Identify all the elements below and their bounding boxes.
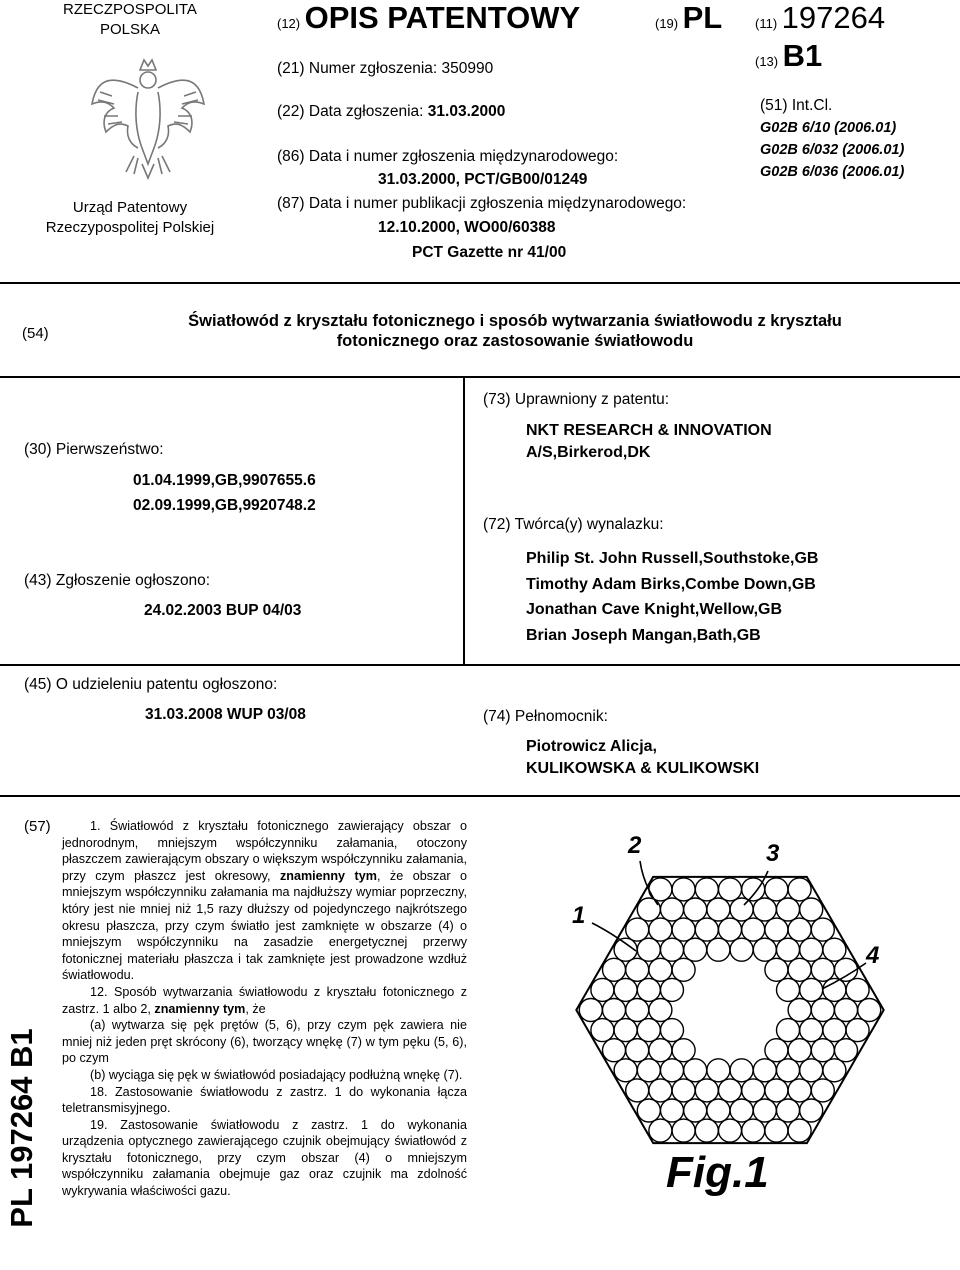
- office-name: Urząd Patentowy Rzeczypospolitej Polskiej: [45, 199, 215, 236]
- claim-1: 1. Światłowód z kryształu fotonicznego zawierający obszar o jednorodnym, mniejszym współczynniku załamania, otoczony płaszczem zawierającym obszary o większym współczynniku załamania, przy czym płaszcz jest okresowy, znamienny tym, że obszar o mniejszym współczynniku załamania ma najdłuższy wymiar poprzeczny, który jest nie mniej niż 1,5 razy dłuższy od pojedynczego najkrótszego okresu płaszcza, przy czym światło jest zamknięte w obszarze (4) o mniejszym współczynniku na zasadzie energetycznej przerwy fotonicznej materiału płaszcza i tak zamknięte jest prowadzone wzdłuż światłowodu.: [62, 819, 468, 983]
- figure-label-1: 1: [572, 902, 586, 929]
- capillary-tube: [684, 938, 707, 961]
- figure-label-2: 2: [628, 832, 642, 859]
- capillary-tube: [742, 918, 765, 941]
- capillary-tube: [719, 1079, 742, 1102]
- cladding-outline: [576, 877, 883, 1143]
- capillary-tube: [811, 1079, 834, 1102]
- intcl-list: [760, 117, 904, 183]
- capillary-tube: [719, 918, 742, 941]
- figure-label-3: 3: [766, 840, 780, 867]
- capillary-tube: [788, 878, 811, 901]
- intl-application-label: (86) Data i numer zgłoszenia międzynarodowego:: [277, 148, 619, 165]
- capillary-tube: [823, 1019, 846, 1042]
- claims: [62, 818, 467, 1200]
- capillary-tube: [788, 1119, 811, 1142]
- capillary-tube: [672, 1079, 695, 1102]
- column-divider: [463, 376, 465, 665]
- capillary-tube: [637, 1019, 660, 1042]
- capillary-tube: [614, 1059, 637, 1082]
- capillary-tube: [800, 1059, 823, 1082]
- capillary-tube: [614, 1019, 637, 1042]
- capillary-tube: [626, 918, 649, 941]
- capillary-tube: [661, 938, 684, 961]
- grant-label: (45) O udzieleniu patentu ogłoszono:: [24, 676, 278, 693]
- title-code: (54): [22, 325, 49, 342]
- intl-publication-value: 12.10.2000, WO00/60388: [378, 219, 556, 236]
- inventor-item: Philip St. John Russell,Southstoke,GB: [526, 550, 819, 567]
- figure-caption: Fig.1: [666, 1148, 769, 1197]
- capillary-tube: [765, 878, 788, 901]
- figure-label-4: 4: [866, 942, 880, 969]
- capillary-tube: [661, 1019, 684, 1042]
- inventor-item: Brian Joseph Mangan,Bath,GB: [526, 626, 761, 644]
- capillary-tube: [626, 958, 649, 981]
- capillary-tube: [811, 1039, 834, 1062]
- divider: [0, 282, 960, 284]
- capillary-tube: [695, 1119, 718, 1142]
- attorney: Piotrowicz Alicja, KULIKOWSKA & KULIKOWSKI: [526, 738, 760, 777]
- capillary-tube: [777, 1019, 800, 1042]
- capillary-tube: [661, 978, 684, 1001]
- capillary-tube: [579, 999, 602, 1022]
- intcl-label: (51) Int.Cl.: [760, 97, 833, 114]
- application-number: (21) Numer zgłoszenia: 350990: [277, 60, 494, 77]
- side-label: PL 197264 B1: [4, 1028, 39, 1228]
- capillary-tube: [684, 898, 707, 921]
- capillary-tube: [788, 918, 811, 941]
- capillary-tube: [730, 938, 753, 961]
- capillary-tube: [765, 1039, 788, 1062]
- kind-code: (13) B1: [755, 38, 823, 73]
- capillary-tube: [730, 898, 753, 921]
- attorney-label: (74) Pełnomocnik:: [483, 708, 608, 725]
- invention-title: Światłowód z kryształu fotonicznego i sposób wytwarzania światłowodu z kryształu fotonicznego oraz zastosowanie światłowodu: [188, 312, 842, 350]
- capillary-tube: [742, 878, 765, 901]
- capillary-tube: [603, 1039, 626, 1062]
- grant-value: 31.03.2008 WUP 03/08: [145, 706, 306, 723]
- capillary-tube: [649, 918, 672, 941]
- capillary-tube: [603, 999, 626, 1022]
- capillary-tube: [637, 978, 660, 1001]
- capillary-tube: [777, 938, 800, 961]
- claim-18: 18. Zastosowanie światłowodu z zastrz. 1 do wykonania łącza teletransmisyjnego.: [62, 1084, 467, 1116]
- capillary-tube: [695, 918, 718, 941]
- country-code: (19) PL: [655, 0, 723, 35]
- capillary-tube: [637, 1099, 660, 1122]
- divider: [0, 376, 960, 378]
- capillary-tube: [661, 898, 684, 921]
- intl-application-value: 31.03.2000, PCT/GB00/01249: [378, 171, 588, 188]
- capillary-tube: [695, 1079, 718, 1102]
- capillary-tube: [649, 1039, 672, 1062]
- capillary-tube: [765, 918, 788, 941]
- capillary-tube: [719, 1119, 742, 1142]
- divider: [0, 795, 960, 797]
- capillary-tube: [719, 878, 742, 901]
- capillary-tube: [858, 999, 881, 1022]
- doc-type: (12) OPIS PATENTOWY: [277, 0, 581, 35]
- capillary-tube: [753, 1099, 776, 1122]
- abstract-code: (57): [24, 818, 51, 835]
- claim-12-step-b: (b) wyciąga się pęk w światłowód posiadający podłużną wnękę (7).: [90, 1067, 463, 1082]
- capillary-tube: [672, 878, 695, 901]
- filing-date: (22) Data zgłoszenia: 31.03.2000: [277, 103, 506, 120]
- capillary-tube: [777, 978, 800, 1001]
- capillary-tube: [707, 938, 730, 961]
- priority-item: 02.09.1999,GB,9920748.2: [133, 497, 316, 514]
- capillary-tube: [811, 999, 834, 1022]
- inventor-item: Timothy Adam Birks,Combe Down,GB: [526, 575, 816, 593]
- priority-item: 01.04.1999,GB,9907655.6: [133, 472, 316, 489]
- capillary-tube: [835, 958, 858, 981]
- capillary-tube: [637, 1059, 660, 1082]
- capillary-tube: [800, 1019, 823, 1042]
- capillary-tube: [637, 938, 660, 961]
- capillary-tube: [788, 1079, 811, 1102]
- capillary-tube: [707, 1059, 730, 1082]
- capillary-tube: [800, 978, 823, 1001]
- capillary-tube: [777, 898, 800, 921]
- capillary-tube: [823, 1059, 846, 1082]
- capillary-tube: [765, 958, 788, 981]
- fiber-cross-section-figure: [540, 815, 950, 1205]
- polish-eagle-emblem: [88, 52, 208, 180]
- capillary-tube: [742, 1079, 765, 1102]
- capillary-tube: [765, 1119, 788, 1142]
- capillary-tube: [637, 898, 660, 921]
- capillary-tube: [846, 1019, 869, 1042]
- capillary-tube: [753, 1059, 776, 1082]
- capillary-tube: [695, 878, 718, 901]
- capillary-tube: [661, 1059, 684, 1082]
- capillary-tube: [707, 898, 730, 921]
- capillary-tube: [788, 999, 811, 1022]
- capillary-tube: [626, 1079, 649, 1102]
- capillary-tube: [730, 1099, 753, 1122]
- intcl-item: G02B 6/10 (2006.01): [760, 120, 897, 136]
- published-label: (43) Zgłoszenie ogłoszono:: [24, 572, 211, 589]
- capillary-tube: [672, 918, 695, 941]
- capillary-tube: [591, 1019, 614, 1042]
- capillary-tube: [835, 1039, 858, 1062]
- capillary-tube: [649, 958, 672, 981]
- inventor-item: Jonathan Cave Knight,Wellow,GB: [526, 601, 783, 618]
- capillary-tube: [811, 918, 834, 941]
- claim-12: 12. Sposób wytwarzania światłowodu z kryształu fotonicznego z zastrz. 1 albo 2, znamienny tym, że: [62, 984, 467, 1016]
- capillary-tube: [800, 898, 823, 921]
- capillary-tube: [684, 1059, 707, 1082]
- capillary-tube: [672, 1039, 695, 1062]
- capillary-tube: [626, 999, 649, 1022]
- capillary-tube: [788, 1039, 811, 1062]
- inventors: [526, 546, 818, 648]
- capillary-tube: [730, 1059, 753, 1082]
- intl-publication-label: (87) Data i numer publikacji zgłoszenia międzynarodowego:: [277, 195, 687, 212]
- capillary-tube: [753, 938, 776, 961]
- capillary-tube: [672, 1119, 695, 1142]
- claim-19: 19. Zastosowanie światłowodu z zastrz. 1 do wykonania urządzenia optycznego zawierającego czujnik obejmujący światłowód z kryształu fotonicznego, przy czym obszar (4) o mniejszym współczynniku załamania obejmuje gaz oraz czujnik ma zdolność wykrywania właściwości gazu.: [62, 1117, 467, 1199]
- divider: [0, 664, 960, 666]
- intcl-item: G02B 6/036 (2006.01): [760, 164, 905, 180]
- capillary-tube: [800, 938, 823, 961]
- capillary-tube: [777, 1059, 800, 1082]
- capillary-tube: [835, 999, 858, 1022]
- capillary-tube: [649, 1079, 672, 1102]
- intcl-item: G02B 6/032 (2006.01): [760, 142, 905, 158]
- capillary-tube: [846, 978, 869, 1001]
- capillary-tube: [614, 978, 637, 1001]
- capillary-tube: [626, 1039, 649, 1062]
- capillary-tube: [788, 958, 811, 981]
- pct-gazette: PCT Gazette nr 41/00: [412, 244, 567, 261]
- capillary-tube: [753, 898, 776, 921]
- capillary-tube: [777, 1099, 800, 1122]
- capillary-tube: [603, 958, 626, 981]
- published-value: 24.02.2003 BUP 04/03: [144, 602, 302, 619]
- inventors-label: (72) Twórca(y) wynalazku:: [483, 516, 664, 533]
- proprietor: NKT RESEARCH & INNOVATION A/S,Birkerod,DK: [526, 422, 772, 461]
- claim-12-step-a: (a) wytwarza się pęk prętów (5, 6), przy czym pęk zawiera nie mniej niż jeden pręt skrócony (6), tworzący wnękę (7) w tym pęku (5, 6), po czym: [62, 1018, 467, 1066]
- proprietor-label: (73) Uprawniony z patentu:: [483, 391, 670, 408]
- capillary-tube: [649, 999, 672, 1022]
- capillary-tube: [800, 1099, 823, 1122]
- office-country: RZECZPOSPOLITA POLSKA: [63, 1, 197, 38]
- capillary-tube: [742, 1119, 765, 1142]
- capillary-tube: [591, 978, 614, 1001]
- capillary-tube: [765, 1079, 788, 1102]
- capillary-tube: [823, 938, 846, 961]
- capillary-tube: [707, 1099, 730, 1122]
- capillary-tube: [661, 1099, 684, 1122]
- capillary-tube: [649, 1119, 672, 1142]
- capillary-tube: [672, 958, 695, 981]
- priority-label: (30) Pierwszeństwo:: [24, 441, 164, 458]
- patent-number: (11) 197264: [755, 0, 886, 35]
- capillary-tube: [811, 958, 834, 981]
- capillary-tube: [684, 1099, 707, 1122]
